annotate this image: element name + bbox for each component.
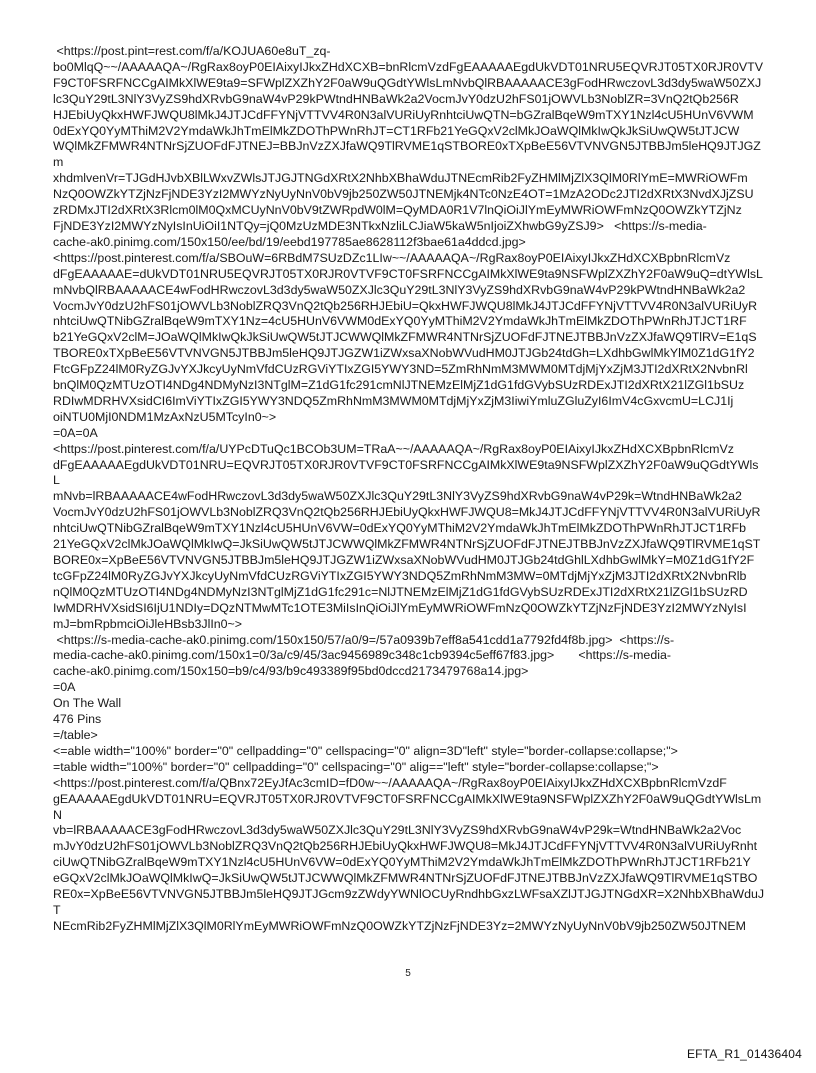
text-line: nhtciUwQTNibGZralBqeW9mTXY1Nz=4cU5HUnV6VWM0dExYQ0YyMThiM2V2YmdaWkJhTmElMkZDOThPWnRhJTJCT1RF xyxy=(53,314,747,329)
text-line: <https://post.pinterest.com/f/a/UYPcDTuQc1BCOb3UM=TRaA~~/AAAAAQA~/RgRax8oyP0EIAixyIJkxZHdXCXBpbnRlcmVz xyxy=(53,441,734,456)
text-line: =0A=0A xyxy=(53,425,98,440)
text-line: FtcGFpZ24lM0RyZGJvYXJkcyUyNmVfdCUzRGViYTIxZGI5YWY3ND=5ZmRhNmM3MWM0MTdjMjYxZjM3JTI2dXRtX2NvbnRl xyxy=(53,362,748,377)
text-line: 0dExYQ0YyMThiM2V2YmdaWkJhTmElMkZDOThPWnRhJT=CT1RFb21YeGQxV2clMkJOaWQlMkIwQkJkSiUwQW5tJTJCW xyxy=(53,123,740,138)
text-line: =/table> xyxy=(53,727,98,742)
document-id-footer: EFTA_R1_01436404 xyxy=(686,1047,802,1061)
text-line: TBORE0xTXpBeE56VTVNVGN5JTBBJm5leHQ9JTJGZW1iZWxsaXNobWVudHM0JTJGb24tdGh=LXdhbGwlMkYlM0Z1dG1fY2 xyxy=(53,346,755,361)
text-line: b21YeGQxV2clM=JOaWQlMkIwQkJkSiUwQW5tJTJCWWQlMkZFMWR4NTNrSjZUOFdFJTNEJTBBJnVzZXJfaWQ9TlRV=E1qS xyxy=(53,330,757,345)
text-line: <https://post.pinterest.com/f/a/QBnx72EyJfAc3cmID=fD0w~~/AAAAAQA~/RgRax8oyP0EIAixyIJkxZHdXCXBpbnRlcmVzdF xyxy=(53,775,727,790)
text-line: mNvb=lRBAAAAACE4wFodHRwczovL3d3dy5waW50ZXJlc3QuY29tL3NlY3VyZS9hdXRvbG9naW4vP29k=WtndHNBaWk2a2 xyxy=(53,489,742,504)
text-line: VocmJvY0dzU2hFS01jOWVLb3NoblZRQ3VnQ2tQb256RHJEbiU=QkxHWFJWQU8lMkJ4JTJCdFFYNjVTTVV4R0N3alVURiUyR xyxy=(53,298,758,313)
text-line: mNvbQlRBAAAAACE4wFodHRwczovL3d3dy5waW50ZXJlc3QuY29tL3NlY3VyZS9hdXRvbG9naW4vP29kPWtndHNBaWk2a2 xyxy=(53,282,746,297)
text-line: dFgEAAAAAEgdUkVDT01NRU=EQVRJT05TX0RJR0VTVF9CT0FSRFNCCgAIMkXlWE9ta9NSFWplZXZhY2F0aW9uQGdtYWlsL xyxy=(53,457,759,488)
text-line: xhdmlvenVr=TJGdHJvbXBlLWxvZWlsJTJGJTNGdXRtX2NhbXBhaWduJTNEcmRib2FyZHMlMjZlX3QlM0RlYmE=MWRiOWFm xyxy=(53,171,748,186)
text-line: NEcmRib2FyZHMlMjZlX3QlM0RlYmEyMWRiOWFmNzQ0OWZkYTZjNzFjNDE3Yz=2MWYzNyUyNnV0bV9jb250ZW50JTNEM xyxy=(53,918,746,933)
text-line: bnQlM0QzMTUzOTI4NDg4NDMyNzI3NTglM=Z1dG1fc291cmNlJTNEMzElMjZ1dG1fdGVybSUzRDExJTI2dXRtX21lZGl1bSUz xyxy=(53,378,745,393)
text-line: gEAAAAAEgdUkVDT01NRU=EQVRJT05TX0RJR0VTVF9CT0FSRFNCCgAIMkXlWE9ta9NSFWplZXZhY2F0aW9uQGdtYWlsLmN xyxy=(53,791,762,822)
text-line: dFgEAAAAAE=dUkVDT01NRU5EQVRJT05TX0RJR0VTVF9CT0FSRFNCCgAIMkXlWE9ta9NSFWplZXZhY2F0aW9uQ=dtYWlsL xyxy=(53,266,763,281)
text-line: NzQ0OWZkYTZjNzFjNDE3YzI2MWYzNyUyNnV0bV9jb250ZW50JTNEMjk4NTc0NzE4OT=1MzA2ODc2JTI2dXRtX3NvdXJjZSU xyxy=(53,187,754,202)
text-line: 476 Pins xyxy=(53,712,102,727)
text-line: vb=lRBAAAAACE3gFodHRwczovL3d3dy5waW50ZXJlc3QuY29tL3NlY3VyZS9hdXRvbG9naW4vP29k=WtndHNBaWk2a2Voc xyxy=(53,823,742,838)
text-line: eGQxV2clMkJOaWQlMkIwQ=JkSiUwQW5tJTJCWWQlMkZFMWR4NTNrSjZUOFdFJTNEJTBBJnVzZXJfaWQ9TlRVME1qSTBO xyxy=(53,871,758,886)
text-line: <https://post.pinterest.com/f/a/SBOuW=6RBdM7SUzDZc1LIw~~/AAAAAQA~/RgRax8oyP0EIAixyIJkxZHdXCXBpbnRlcmVz xyxy=(53,250,731,265)
text-line: RE0x=XpBeE56VTVNVGN5JTBBJm5leHQ9JTJGcm9zZWdyYWNlOCUyRndhbGxzLWFsaXZlJTJGJTNGdXR=X2NhbXBhaWduJT xyxy=(53,887,765,917)
text-line: FjNDE3YzI2MWYzNyIsInUiOiI1NTQy=jQ0MzUzMDE3NTkxNzliLCJiaW5kaW5nIjoiZXhwbG9yZSJ9> <https://s-media- xyxy=(53,218,707,233)
text-line: bo0MlqQ~~/AAAAAQA~/RgRax8oyP0EIAixyIJkxZHdXCXB=bnRlcmVzdFgEAAAAAEgdUkVDT01NRU5EQVRJT05TX0RJR0VTV xyxy=(53,59,763,74)
text-line: =0A xyxy=(53,680,76,695)
text-line: F9CT0FSRFNCCgAIMkXlWE9ta9=SFWplZXZhY2F0aW9uQGdtYWlsLmNvbQlRBAAAAACE3gFodHRwczovL3d3dy5waW50ZXJ xyxy=(53,75,762,90)
text-line: mJvY0dzU2hFS01jOWVLb3NoblZRQ3VnQ2tQb256RHJEbiUyQkxHWFJWQU8=MkJ4JTJCdFFYNjVTTVV4R0N3alVURiUyRnht xyxy=(53,839,758,854)
text-line: WQlMkZFMWR4NTNrSjZUOFdFJTNEJ=BBJnVzZXJfaWQ9TlRVME1qSTBORE0xTXpBeE56VTVNVGN5JTBBJm5leHQ9JTJGZm xyxy=(53,139,761,170)
text-line: <=able width="100%" border="0" cellpadding="0" cellspacing="0" align=3D"left" style="border-collapse:collapse;"> xyxy=(53,743,678,758)
text-line: mJ=bmRpbmciOiJleHBsb3JlIn0~> xyxy=(53,616,243,631)
text-line: IwMDRHVXsidSI6IjU1NDIy=DQzNTMwMTc1OTE3MiIsInQiOiJlYmEyMWRiOWFmNzQ0OWZkYTZjNzFjNDE3YzI2MWYzNyIsI xyxy=(53,600,747,615)
text-line: zRDMxJTI2dXRtX3Rlcm0lM0QxMCUyNnV0bV9tZWRpdW0lM=QyMDA0R1V7lnQiOiJlYmEyMWRiOWFmNzQ0OWZkYTZjNz xyxy=(53,203,742,218)
text-line: HJEbiUyQkxHWFJWQU8lMkJ4JTJCdFFYNjVTTVV4R0N3alVURiUyRnhtciUwQTN=bGZralBqeW9mTXY1Nzl4cU5HUnV6VWM xyxy=(53,107,754,122)
text-line: 21YeGQxV2clMkJOaWQlMkIwQ=JkSiUwQW5tJTJCWWQlMkZFMWR4NTNrSjZUOFdFJTNEJTBBJnVzZXJfaWQ9TlRVME1qST xyxy=(53,537,761,552)
text-line: BORE0x=XpBeE56VTVNVGN5JTBBJm5leHQ9JTJGZW1iZWxsaXNobWVudHM0JTJGb24tdGhlLXdhbGwlMkY=M0Z1dG1fY2F xyxy=(53,553,755,567)
text-line: <https://post.pint=rest.com/f/a/KOJUA60e8uT_zq- xyxy=(53,44,331,58)
text-line: =table width="100%" border="0" cellpadding="0" cellspacing="0" alig=="left" style="border-collapse:collapse;"> xyxy=(53,759,659,774)
text-line: <https://s-media-cache-ak0.pinimg.com/150x150/57/a0/9=/57a0939b7eff8a541cdd1a7792fd4f8b.jpg> <https://s- xyxy=(53,632,675,647)
text-line: On The Wall xyxy=(53,696,122,711)
text-line: nhtciUwQTNibGZralBqeW9mTXY1Nzl4cU5HUnV6VW=0dExYQ0YyMThiM2V2YmdaWkJhTmElMkZDOThPWnRhJTJCT1RFb xyxy=(53,521,746,536)
text-line: tcGFpZ24lM0RyZGJvYXJkcyUyNmVfdCUzRGViYTIxZGI5YWY3NDQ5ZmRhNmM3MW=0MTdjMjYxZjM3JTI2dXRtX2NvbnRlb xyxy=(53,568,747,583)
text-line: cache-ak0.pinimg.com/150x150/ee/bd/19/eebd197785ae8628112f3bae61a4ddcd.jpg> xyxy=(53,234,526,249)
email-body-text xyxy=(53,44,765,935)
text-line: oiNTU0MjI0NDM1MzAxNzU5MTcyIn0~> xyxy=(53,409,277,424)
text-line: cache-ak0.pinimg.com/150x150=b9/c4/93/b9c493389f95bd0dccd2173479768a14.jpg> xyxy=(53,664,529,679)
text-line: nQlM0QzMTUzOTI4NDg4NDMyNzI3NTglMjZ1dG1fc291c=NlJTNEMzElMjZ1dG1fdGVybSUzRDExJTI2dXRtX21lZGl1bSUzRD xyxy=(53,584,748,599)
text-line: VocmJvY0dzU2hFS01jOWVLb3NoblZRQ3VnQ2tQb256RHJEbiUyQkxHWFJWQU8=MkJ4JTJCdFFYNjVTTVV4R0N3alVURiUyR xyxy=(53,505,761,520)
text-line: RDIwMDRHVXsidCI6ImViYTIxZGI5YWY3NDQ5ZmRhNmM3MWM0MTdjMjYxZjM3IiwiYmluZGluZyI6ImV4cGxvcmU=LCJ1Ij xyxy=(53,393,734,408)
text-line: ciUwQTNibGZralBqeW9mTXY1Nzl4cU5HUnV6VW=0dExYQ0YyMThiM2V2YmdaWkJhTmElMkZDOThPWnRhJTJCT1RFb21Y xyxy=(53,855,751,870)
page-number: 5 xyxy=(405,968,411,979)
text-line: media-cache-ak0.pinimg.com/150x1=0/3a/c9/45/3ac9456989c348c1cb9394c5eff67f83.jpg> <https://s-media- xyxy=(53,648,671,663)
text-line: lc3QuY29tL3NlY3VyZS9hdXRvbG9naW4vP29kPWtndHNBaWk2a2VocmJvY0dzU2hFS01jOWVLb3NoblZR=3VnQ2tQb256R xyxy=(53,91,739,106)
